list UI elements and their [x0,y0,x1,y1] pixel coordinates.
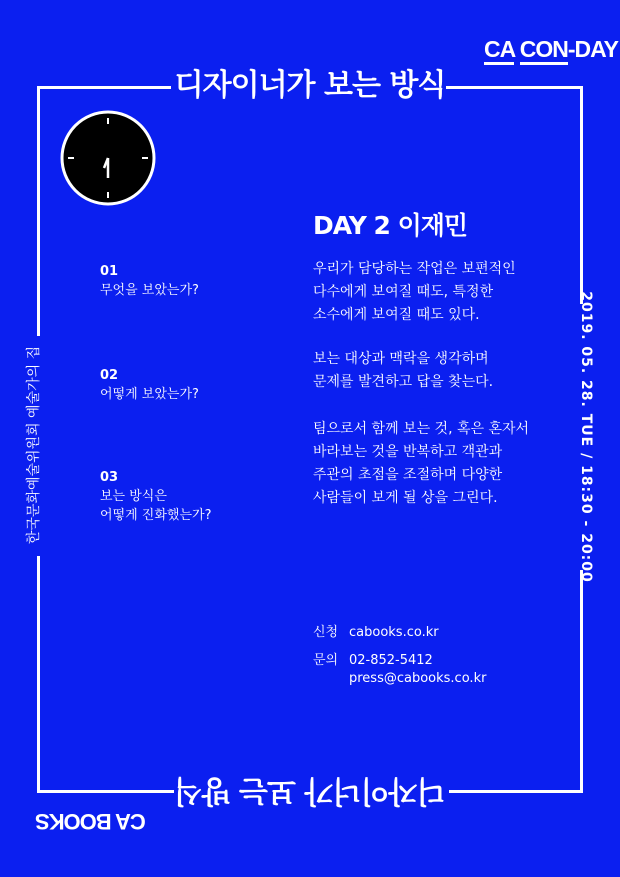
bottom-title-flipped: 디자이너가 보는 방식 [174,773,446,808]
paragraph-line: 다수에게 보여질 때도, 특정한 [313,284,494,300]
paragraph-2 [313,348,493,394]
speaker-heading: DAY 2 이재민 [313,211,468,240]
frame-left-lower [37,556,40,793]
inquiry-phone: 02-852-5412 [349,653,433,668]
inquiry-email[interactable]: press@cabooks.co.kr [349,671,487,686]
paragraph-line: 팀으로서 함께 보는 것, 혹은 혼자서 [313,421,530,437]
question-number: 02 [100,368,119,383]
question-1 [100,262,199,300]
frame-left-upper [37,86,40,336]
cacon-day-logo [484,36,618,63]
question-text: 어떻게 보았는가? [100,387,199,402]
frame-right-lower [580,570,583,793]
paragraph-line: 보는 대상과 맥락을 생각하며 [313,351,489,367]
question-text: 어떻게 진화했는가? [100,508,212,523]
event-datetime: 2019. 05. 28. TUE / 18:30 - 20:00 [578,291,594,583]
paragraph-line: 문제를 발견하고 답을 찾는다. [313,374,494,390]
paragraph-line: 소수에게 보여질 때도 있다. [313,307,480,323]
apply-label: 신청 [313,625,339,640]
cabooks-logo: CA BOOKS [36,809,146,834]
paragraph-line: 주관의 초점을 조절하며 다양한 [313,467,503,483]
apply-link[interactable]: cabooks.co.kr [349,625,439,640]
paragraph-3 [313,418,529,510]
inquiry-label: 문의 [313,653,339,668]
page-title: 디자이너가 보는 방식 [174,68,446,103]
paragraph-line: 우리가 담당하는 작업은 보편적인 [313,261,516,277]
question-text: 무엇을 보았는가? [100,283,199,298]
paragraph-line: 사람들이 보게 될 상을 그린다. [313,490,498,506]
question-number: 03 [100,470,119,485]
clock-icon [60,110,156,206]
frame-right-upper [580,86,583,304]
paragraph-line: 바라보는 것을 반복하고 객관과 [313,444,503,460]
inquiry-row [313,652,486,688]
organization-label: 한국문화예술위원회 예술가의 집 [26,345,42,545]
brand-ca: CA [484,36,514,65]
brand-con: CON [520,36,568,65]
question-text: 보는 방식은 [100,489,167,504]
question-2 [100,366,199,404]
paragraph-1 [313,258,516,327]
apply-row [313,624,439,642]
question-3 [100,468,212,525]
question-number: 01 [100,264,119,279]
brand-day: -DAY [567,36,618,62]
